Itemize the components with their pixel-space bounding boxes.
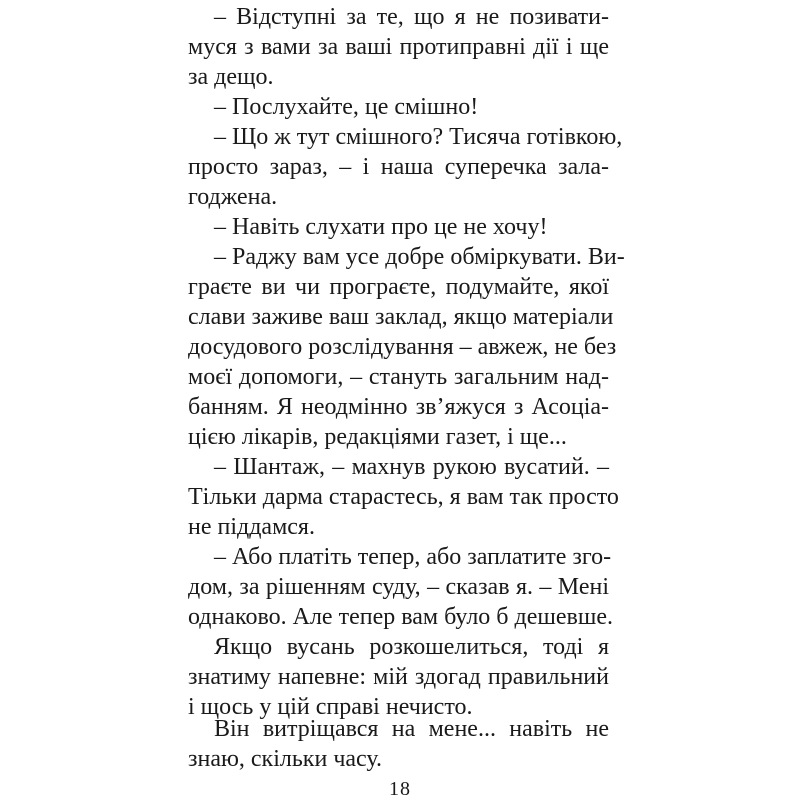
text-line: муся з вами за ваші протиправні дії і ще	[188, 34, 609, 60]
text-line: моєї допомоги, – стануть загальним над-	[188, 364, 609, 390]
text-line: – Навіть слухати про це не хочу!	[214, 214, 548, 240]
text-line: Він витріщався на мене... навіть не	[214, 716, 609, 742]
text-line: однаково. Але тепер вам було б дешевше.	[188, 604, 613, 630]
text-line: знатиму напевне: мій здогад правильний	[188, 664, 609, 690]
text-line: дом, за рішенням суду, – сказав я. – Мені	[188, 574, 609, 600]
text-line: граєте ви чи програєте, подумайте, якої	[188, 274, 609, 300]
text-line: слави заживе ваш заклад, якщо матеріали	[188, 304, 614, 330]
text-line: досудового розслідування – авжеж, не без	[188, 334, 617, 360]
text-line: і щось у цій справі нечисто.	[188, 694, 473, 720]
text-line: годжена.	[188, 184, 278, 210]
text-line: цією лікарів, редакціями газет, і ще...	[188, 424, 567, 450]
text-line: – Послухайте, це смішно!	[214, 94, 479, 120]
text-line: просто зараз, – і наша суперечка зала-	[188, 154, 609, 180]
text-line: Якщо вусань розкошелиться, тоді я	[214, 634, 609, 660]
text-line: – Що ж тут смішного? Тисяча готівкою,	[214, 124, 623, 150]
text-line: знаю, скільки часу.	[188, 746, 382, 772]
text-line: – Або платіть тепер, або заплатите зго-	[214, 544, 612, 570]
page-number: 18	[389, 778, 411, 800]
text-line: за дещо.	[188, 64, 274, 90]
text-line: – Відступні за те, що я не позивати-	[214, 4, 609, 30]
text-line: банням. Я неодмінно зв’яжуся з Асоціа-	[188, 394, 609, 420]
text-line: не піддамся.	[188, 514, 315, 540]
text-line: Тільки дарма старастесь, я вам так просто	[188, 484, 619, 510]
text-line: – Раджу вам усе добре обміркувати. Ви-	[214, 244, 625, 270]
text-line: – Шантаж, – махнув рукою вусатий. –	[214, 454, 609, 480]
